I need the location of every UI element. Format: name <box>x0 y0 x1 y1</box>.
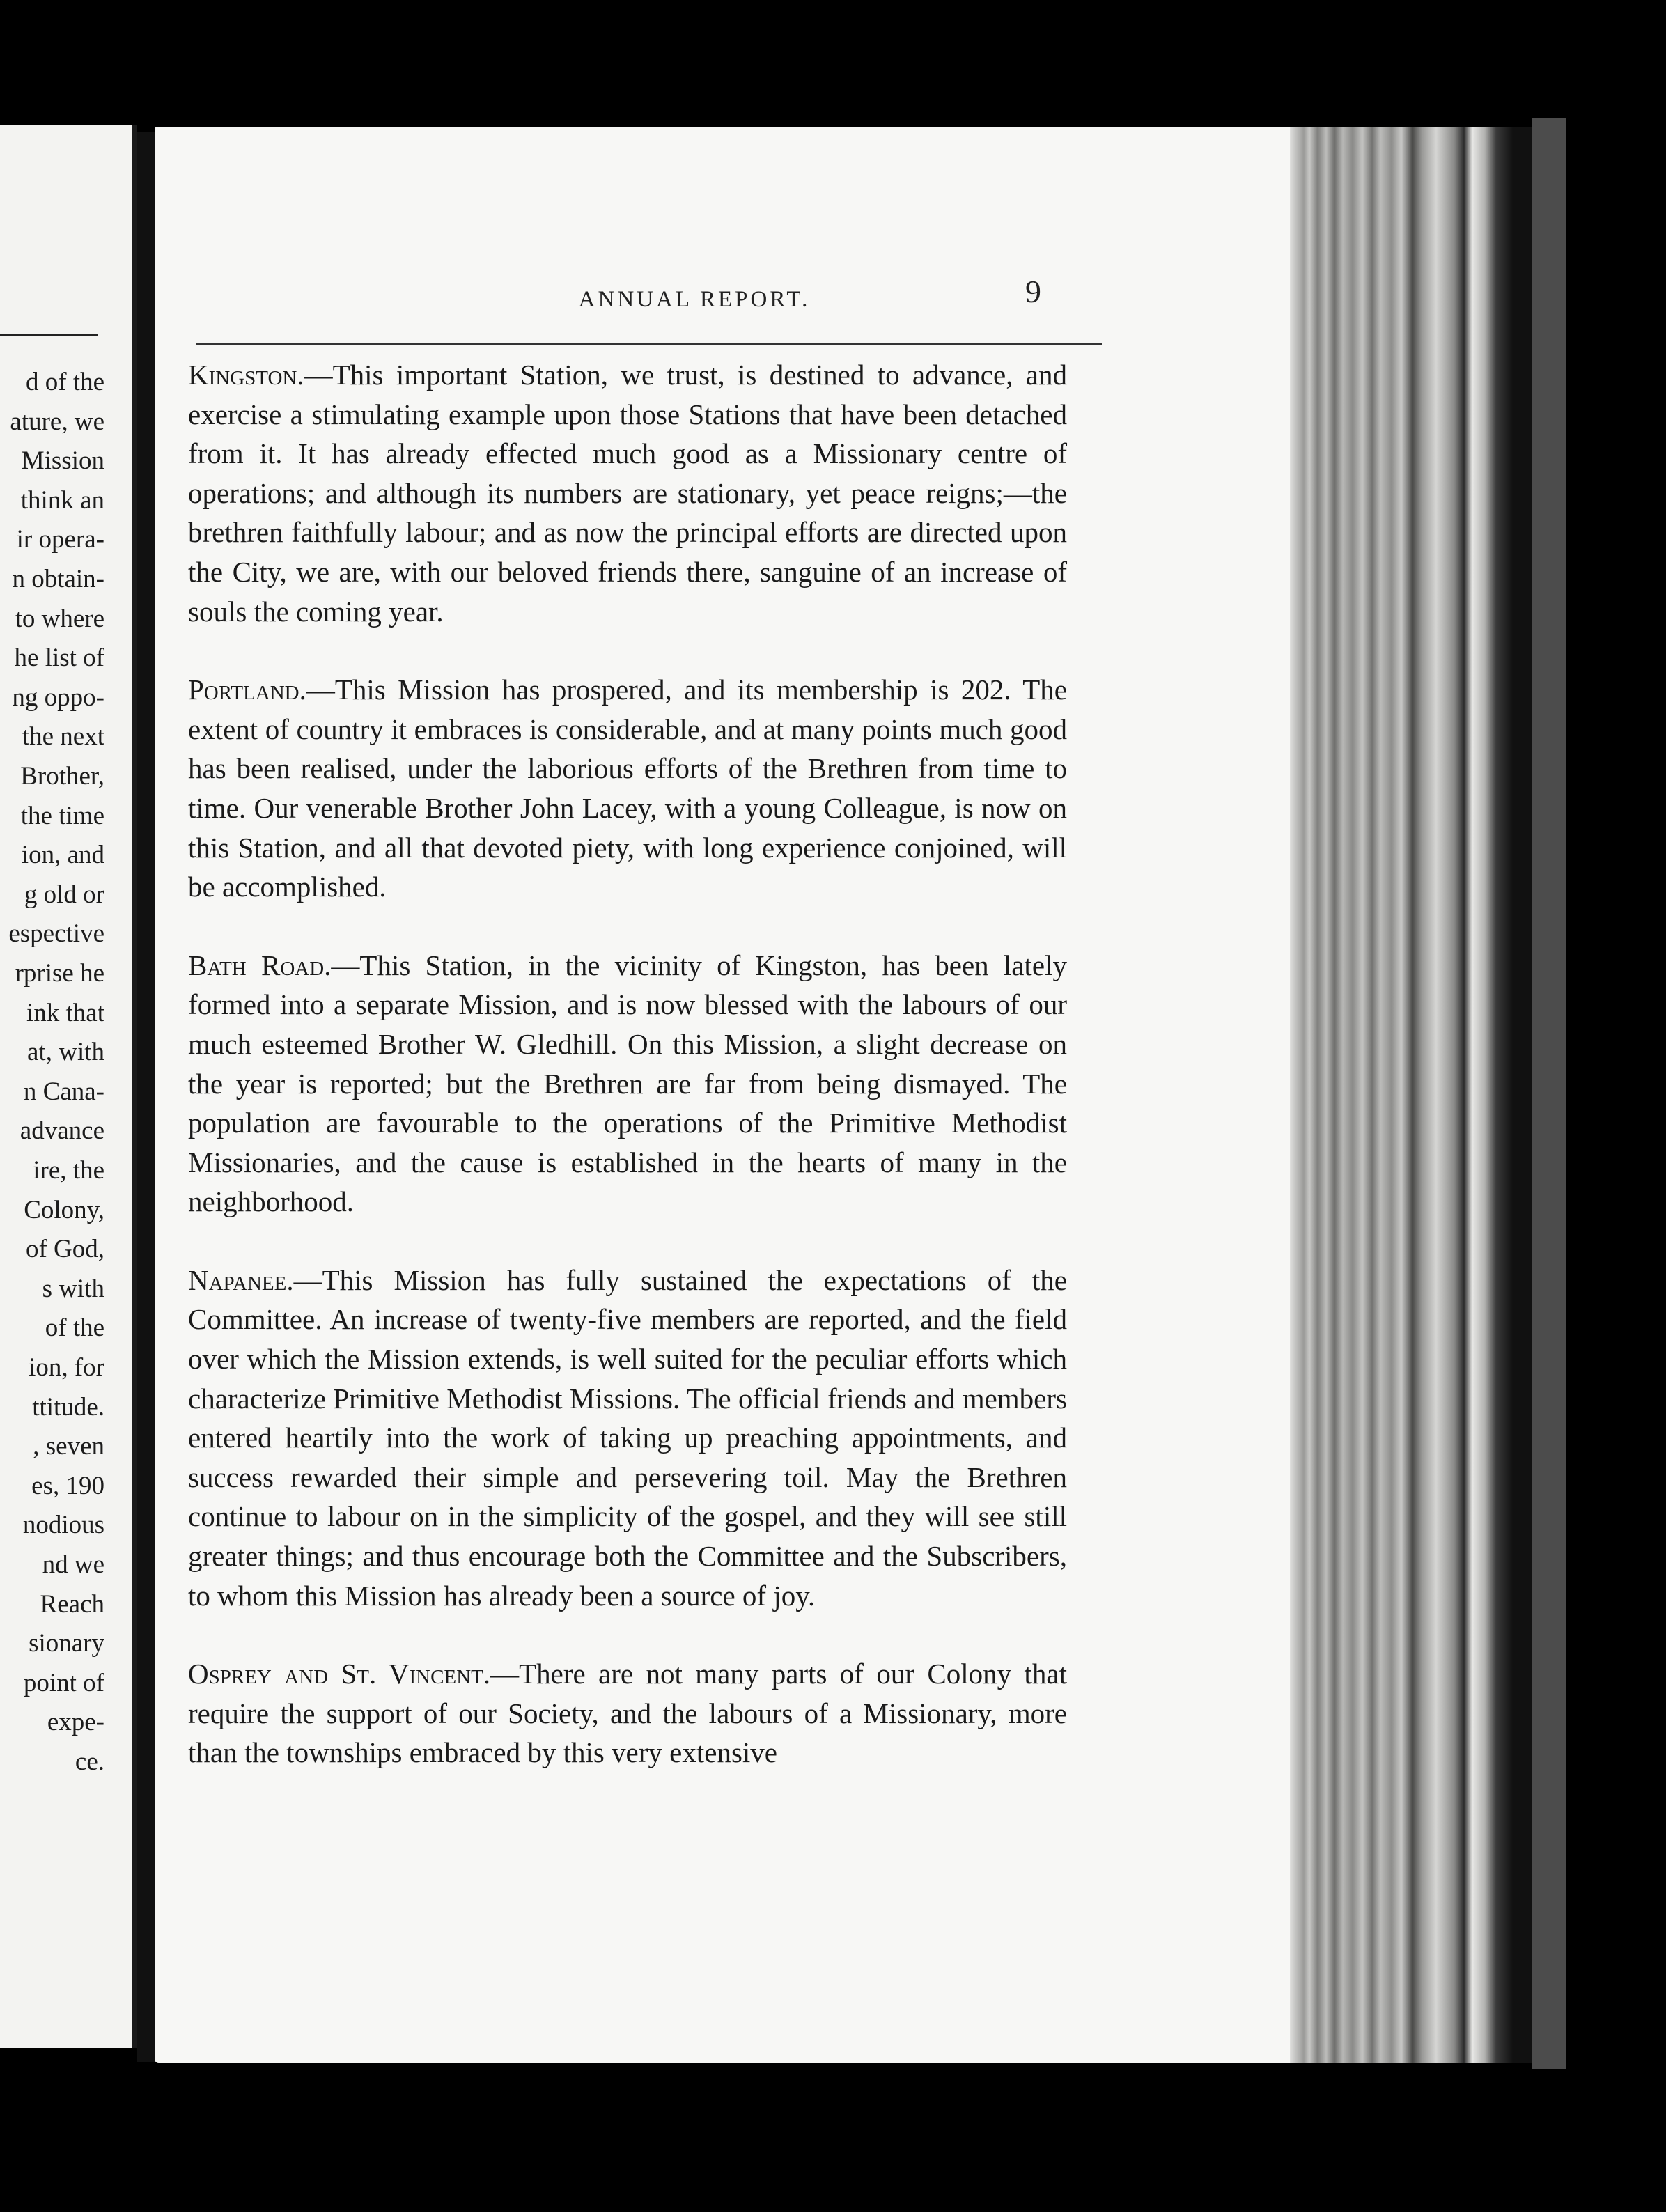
previous-page-line: the next <box>22 722 104 751</box>
previous-page-line: ion, for <box>29 1353 104 1382</box>
previous-page-line: g old or <box>24 880 104 909</box>
page-body <box>188 355 1067 1812</box>
previous-page-line: d of the <box>25 368 104 396</box>
previous-page-line: ng oppo- <box>12 683 104 712</box>
previous-page-line: , seven <box>33 1432 104 1461</box>
previous-page-line: s with <box>42 1274 104 1303</box>
previous-page-line: n obtain- <box>12 565 104 593</box>
previous-page-line: ink that <box>26 998 104 1027</box>
previous-page-line: of God, <box>25 1235 104 1264</box>
previous-page-line: Brother, <box>20 762 104 790</box>
paragraph-heading: Napanee. <box>188 1263 294 1296</box>
previous-page-rule <box>0 334 98 336</box>
previous-page-line: of the <box>45 1314 104 1343</box>
previous-page-line: ir opera- <box>16 525 104 554</box>
previous-page-line: ature, we <box>10 407 104 436</box>
paragraph-heading: Osprey and St. Vincent. <box>188 1658 491 1690</box>
paragraph-osprey <box>188 1654 1067 1773</box>
previous-page-edge <box>0 125 137 2048</box>
paragraph-kingston <box>188 355 1067 631</box>
previous-page-line: ire, the <box>33 1156 104 1185</box>
previous-page-line: n Cana- <box>23 1077 104 1106</box>
book-cover-edge <box>1532 118 1566 2069</box>
book-page <box>155 127 1290 2063</box>
previous-page-line: he list of <box>14 644 104 673</box>
paragraph-bath-road <box>188 946 1067 1222</box>
header-rule <box>196 343 1102 345</box>
book-fore-edge <box>1290 127 1534 2063</box>
previous-page-line: ion, and <box>21 841 104 870</box>
previous-page-line: the time <box>20 801 104 830</box>
paragraph-body: —This Mission has fully sustained the expectations of the Committee. An increase of twenty-five members are reported, and the field over which the Mission extends, is well suited for the peculiar efforts which characterize Primitive Methodist Missions. The official friends and members entered heartily into the work of taking up preaching appointments, and success rewarded their simple and persevering toil. May the Brethren continue to labour on in the simplicity of the gospel, and they will see still greater things; and thus encourage both the Committee and the Subscribers, to whom this Mission has already been a source of joy. <box>188 1263 1067 1612</box>
paragraph-body: —This Station, in the vicinity of Kingston, has been lately formed into a separate Mission, and is now blessed with the labours of our much esteemed Brother W. Gledhill. On this Mission, a slight decrease on the year is reported; but the Brethren are far from being dismayed. The population are favourable to the operations of the Primitive Methodist Missionaries, and the cause is established in the hearts of many in the neighborhood. <box>188 949 1067 1218</box>
previous-page-line: Reach <box>40 1589 104 1619</box>
previous-page-line: expe- <box>47 1708 104 1737</box>
paragraph-body: —This Mission has prospered, and its membership is 202. The extent of country it embraces is considerable, and at many points much good has been realised, under the laborious efforts of the Brethren from time to time. Our venerable Brother John Lacey, with a young Colleague, is now on this Station, and all that devoted piety, with long experience conjoined, will be accomplished. <box>188 673 1067 903</box>
paragraph-heading: Kingston. <box>188 359 304 391</box>
paragraph-portland <box>188 670 1067 907</box>
previous-page-line: to where <box>15 604 104 633</box>
previous-page-line: think an <box>20 485 104 515</box>
paragraph-body: —This important Station, we trust, is destined to advance, and exercise a stimulating example upon those Stations that have been detached from it. It has already effected much good as a Missionary centre of operations; and although its numbers are stationary, yet peace reigns;—the brethren faithfully labour; and as now the principal efforts are directed upon the City, we are, with our beloved friends there, sanguine of an increase of souls the coming year. <box>188 359 1067 628</box>
previous-page-line: advance <box>20 1116 104 1146</box>
previous-page-line: nodious <box>22 1511 104 1540</box>
previous-page-line: Colony, <box>24 1195 104 1224</box>
previous-page-line: espective <box>8 919 104 949</box>
previous-page-line: Mission <box>21 446 104 476</box>
previous-page-line: es, 190 <box>31 1471 104 1500</box>
paragraph-napanee <box>188 1261 1067 1615</box>
previous-page-line: ttitude. <box>32 1392 104 1422</box>
paragraph-heading: Bath Road. <box>188 949 332 981</box>
page-number: 9 <box>1025 274 1041 309</box>
paragraph-heading: Portland. <box>188 673 306 706</box>
previous-page-line: nd we <box>42 1550 104 1579</box>
previous-page-line: sionary <box>29 1629 104 1658</box>
previous-page-line: at, with <box>27 1038 104 1067</box>
running-head: ANNUAL REPORT. <box>578 287 811 312</box>
previous-page-line: point of <box>23 1668 104 1697</box>
previous-page-line: rprise he <box>15 959 104 988</box>
previous-page-line: ce. <box>75 1747 104 1776</box>
paragraph-body: —There are not many parts of our Colony that require the support of our Society, and the labours of a Missionary, more than the townships embraced by this very extensive <box>188 1658 1067 1769</box>
